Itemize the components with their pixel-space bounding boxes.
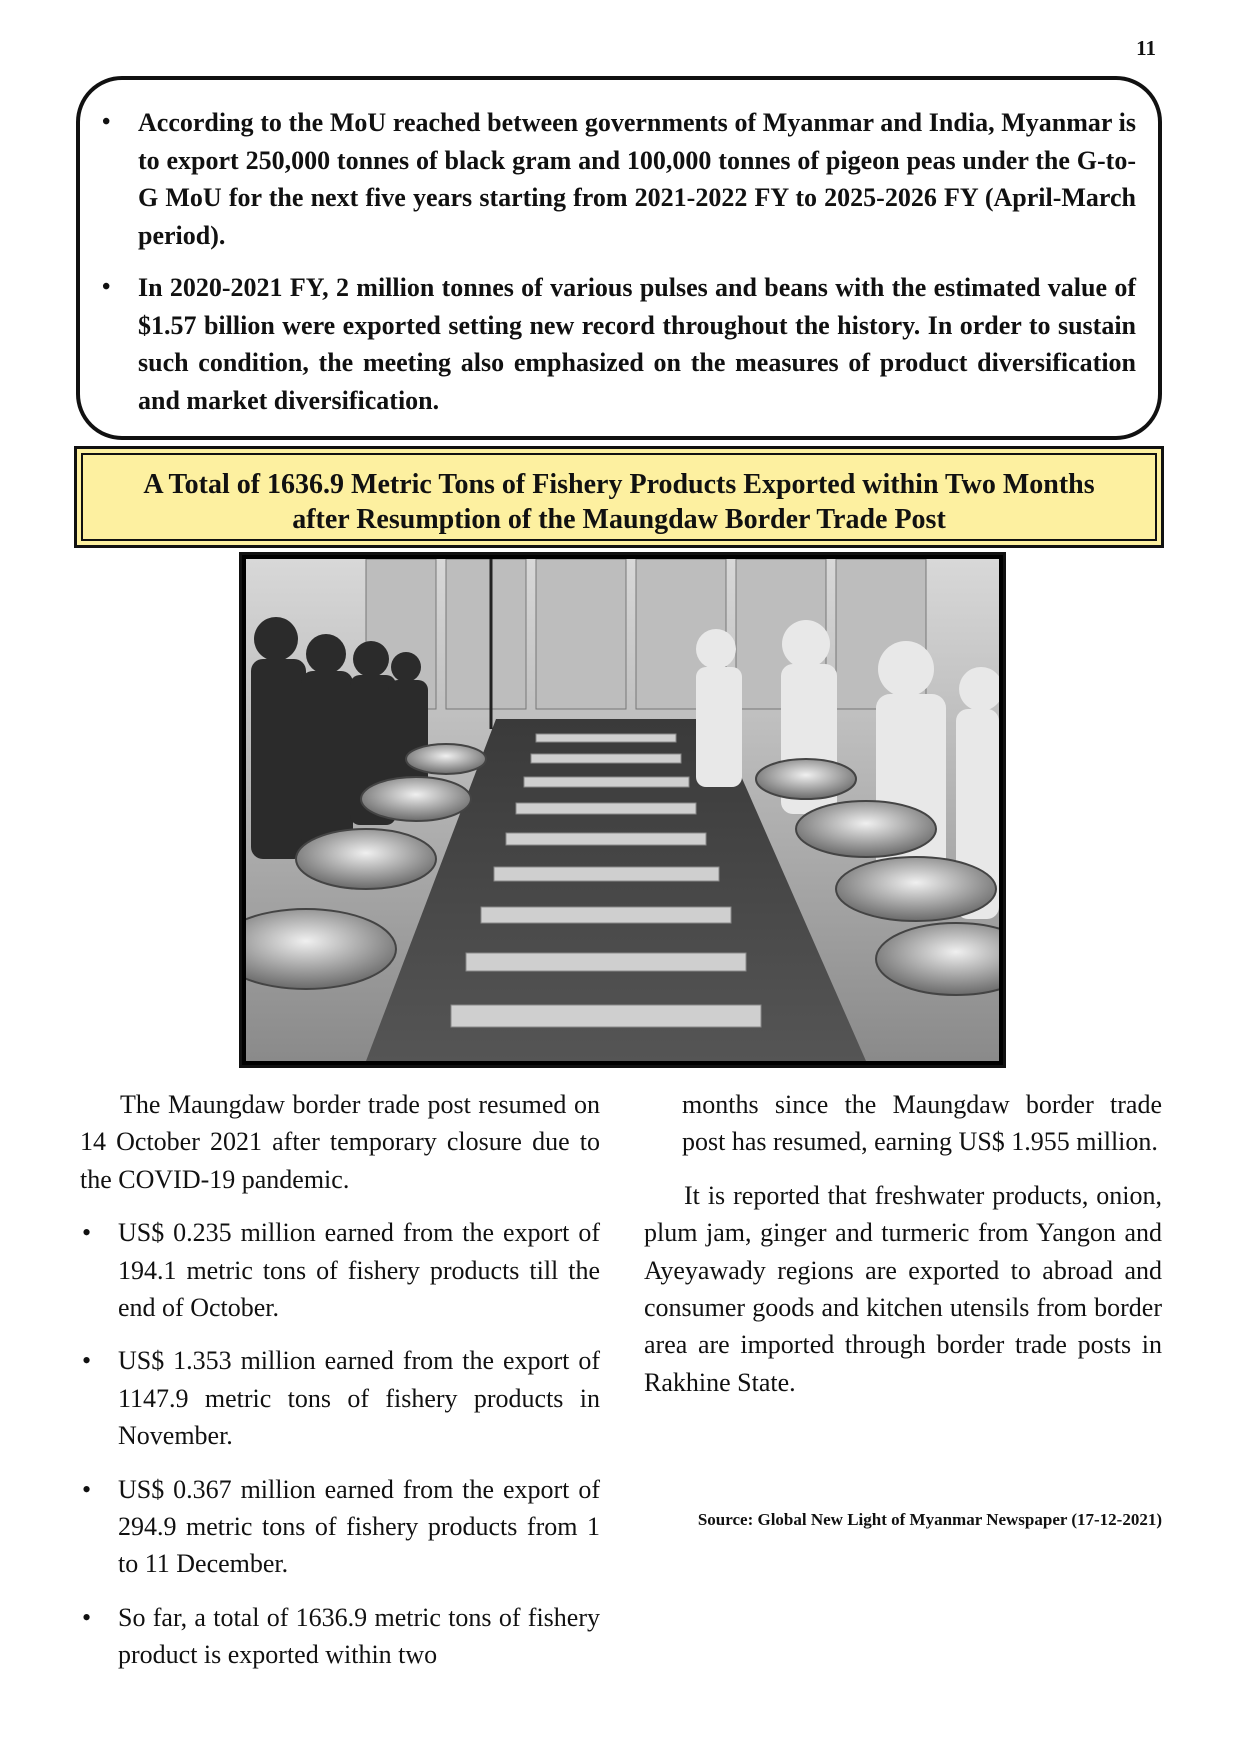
article-closing: It is reported that freshwater products, onion, plum jam, ginger and turmeric from Yangon and Ayeyawady regions are exported to abroad and consumer goods and kitchen utensils from border area are imported through border trade posts in Rakhine State. [644, 1180, 1162, 1397]
info-bullet-list [100, 104, 1136, 419]
headline-box [74, 446, 1164, 548]
article-column-left [80, 1086, 600, 1690]
article-intro: The Maungdaw border trade post resumed on 14 October 2021 after temporary closure due to the COVID-19 pandemic. [80, 1090, 600, 1194]
page-number: 11 [1136, 36, 1156, 60]
article-bullet: • US$ 0.235 million earned from the export of 194.1 metric tons of fishery products till the end of October. [80, 1214, 600, 1326]
article-bullet: • US$ 0.367 million earned from the export of 294.9 metric tons of fishery products from 1 to 11 December. [80, 1471, 600, 1583]
article-bullet-continuation: months since the Maungdaw border trade post has resumed, earning US$ 1.955 million. [682, 1090, 1162, 1157]
headline-line-2: after Resumption of the Maungdaw Border Trade Post [292, 504, 946, 535]
article-bullet: • So far, a total of 1636.9 metric tons of fishery product is exported within two [80, 1599, 600, 1674]
article-column-right [644, 1086, 1162, 1417]
source-citation: Source: Global New Light of Myanmar Newspaper (17-12-2021) [697, 1510, 1162, 1529]
info-bullet: • According to the MoU reached between governments of Myanmar and India, Myanmar is to export 250,000 tonnes of black gram and 100,000 tonnes of pigeon peas under the G-to-G MoU for the next five years starting from 2021-2022 FY to 2025-2026 FY (April-March period). [100, 104, 1136, 254]
article-bullet-list [80, 1214, 600, 1673]
headline-line-1: A Total of 1636.9 Metric Tons of Fishery Products Exported within Two Months [143, 469, 1095, 500]
info-bullet: • In 2020-2021 FY, 2 million tonnes of various pulses and beans with the estimated value of $1.57 billion were exported setting new record throughout the history. In order to sustain such condition, the meeting also emphasized on the measures of product diversification and market diversification. [100, 269, 1136, 419]
article-bullet: • US$ 1.353 million earned from the export of 1147.9 metric tons of fishery products in November. [80, 1342, 600, 1454]
factory-photo-image [246, 559, 999, 1061]
info-box [76, 76, 1162, 440]
factory-photo [239, 552, 1006, 1068]
